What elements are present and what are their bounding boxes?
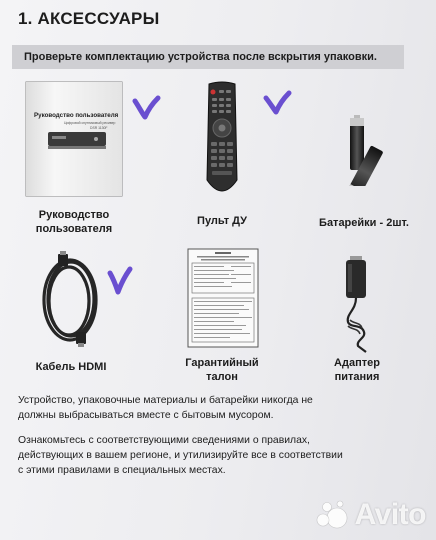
caption-manual: Руководство пользователя (35, 209, 113, 235)
check-mark-icon (106, 266, 134, 296)
page-title: 1. АКСЕССУАРЫ (18, 9, 160, 28)
instruction-banner: Проверьте комплектацию устройства после вскрытия упаковки. (12, 45, 404, 69)
check-mark-icon (262, 90, 292, 116)
manual-cover-title: Руководство пользователя (34, 112, 119, 119)
avito-logo-icon (315, 500, 349, 530)
caption-warranty: Гарантийный талон (185, 357, 259, 383)
caption-batteries: Батарейки - 2шт. (319, 217, 409, 229)
watermark-text: Avito (354, 498, 426, 531)
manual-cover-model: DSR 1130F (90, 126, 108, 130)
manual-cover-subtitle: Цифровой спутниковый ресивер (64, 121, 116, 125)
avito-watermark (315, 498, 426, 532)
manual-booklet-icon (24, 80, 124, 198)
remote-control-icon (203, 80, 241, 202)
regulations-note: Ознакомьтесь с соответствующими сведениями о правилах, действующих в вашем регионе, и утилизируйте все в соответствии с этими правилами в специальных местах. (18, 435, 343, 476)
caption-remote: Пульт ДУ (197, 215, 247, 227)
caption-adapter: Адаптер питания (334, 357, 380, 383)
check-mark-icon (131, 95, 161, 121)
warranty-card-icon (187, 248, 259, 348)
power-adapter-icon (336, 254, 380, 354)
caption-hdmi: Кабель HDMI (35, 361, 107, 373)
batteries-icon (326, 114, 392, 186)
hdmi-cable-icon (34, 250, 106, 348)
disposal-note: Устройство, упаковочные материалы и батарейки никогда не должны выбрасываться вместе с бытовым мусором. (18, 395, 313, 421)
